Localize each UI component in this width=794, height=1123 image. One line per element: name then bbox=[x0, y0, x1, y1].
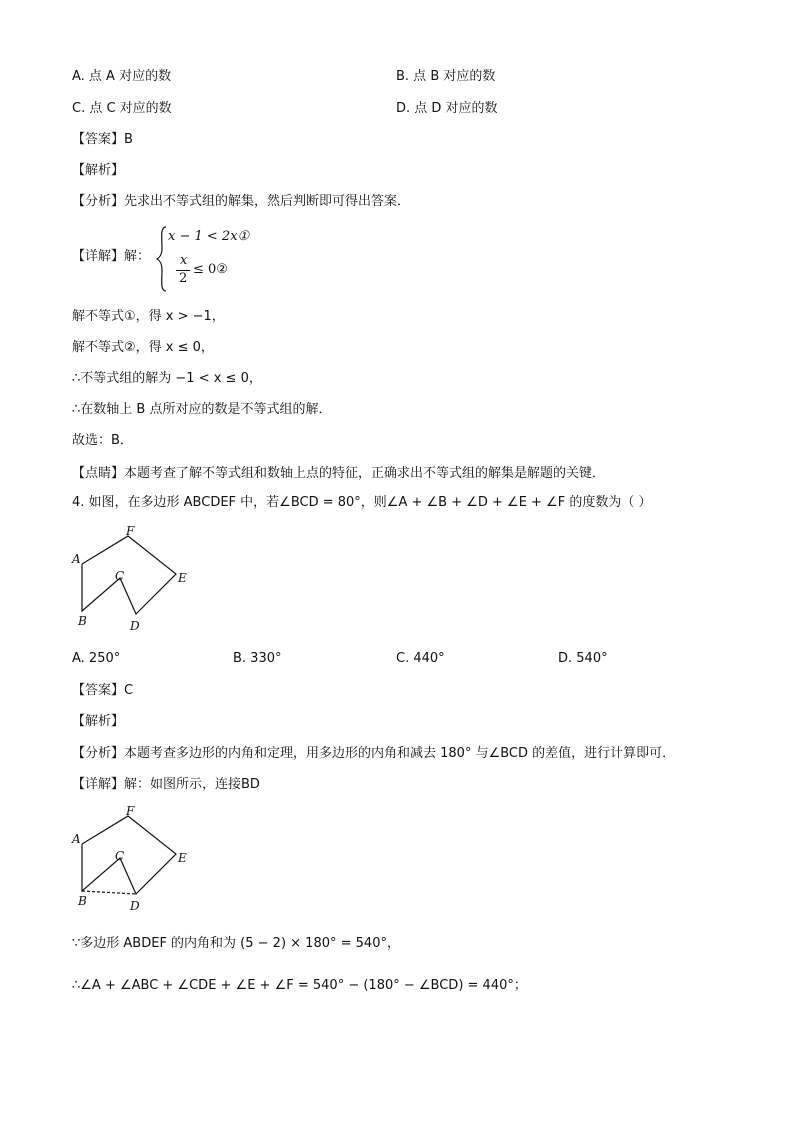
label-b-2: B bbox=[78, 894, 87, 908]
q3-choice: 故选：B． bbox=[72, 433, 133, 448]
q4-detail: 【详解】解：如图所示，连接BD bbox=[72, 777, 260, 792]
q4-option-b: B. 330° bbox=[233, 651, 282, 666]
q3-analysis-heading: 【解析】 bbox=[72, 163, 125, 178]
q4-sum-line: ∵多边形 ABDEF 的内角和为 (5 − 2) × 180° = 540°， bbox=[72, 936, 400, 951]
q3-inequality-2: ≤ 0② bbox=[193, 262, 228, 277]
q3-option-b: B. 点 B 对应的数 bbox=[396, 69, 496, 84]
q3-answer: 【答案】B bbox=[72, 132, 133, 147]
label-c: C bbox=[115, 569, 125, 583]
q3-detail-label: 【详解】解： bbox=[72, 249, 151, 264]
label-a-2: A bbox=[72, 832, 81, 846]
q3-option-c: C. 点 C 对应的数 bbox=[72, 101, 172, 116]
label-d: D bbox=[130, 619, 140, 633]
q3-step-1: 解不等式①，得 x > −1， bbox=[72, 309, 225, 324]
q4-final-line: ∴∠A + ∠ABC + ∠CDE + ∠E + ∠F = 540° − (180° − ∠BCD) = 440°； bbox=[72, 978, 527, 993]
polygon-figure bbox=[66, 522, 196, 634]
q3-step-4: ∴在数轴上 B 点所对应的数是不等式组的解． bbox=[72, 402, 332, 417]
q3-option-a: A. 点 A 对应的数 bbox=[72, 69, 172, 84]
q3-key-point: 【点睛】本题考查了解不等式组和数轴上点的特征，正确求出不等式组的解集是解题的关键． bbox=[72, 466, 606, 481]
q3-option-d: D. 点 D 对应的数 bbox=[396, 101, 498, 116]
label-e: E bbox=[178, 571, 187, 585]
label-b: B bbox=[78, 614, 87, 628]
q4-option-c: C. 440° bbox=[396, 651, 445, 666]
q3-frac-num: x bbox=[180, 253, 188, 268]
label-f-2: F bbox=[126, 804, 135, 818]
label-f: F bbox=[126, 524, 135, 538]
q4-option-a: A. 250° bbox=[72, 651, 121, 666]
q4-analysis-heading: 【解析】 bbox=[72, 714, 125, 729]
q4-option-d: D. 540° bbox=[558, 651, 608, 666]
q3-frac-den: 2 bbox=[179, 271, 188, 286]
label-e-2: E bbox=[178, 851, 187, 865]
label-a: A bbox=[72, 552, 81, 566]
q4-analysis: 【分析】本题考查多边形的内角和定理，用多边形的内角和减去 180° 与∠BCD 的差值，进行计算即可． bbox=[72, 746, 676, 761]
brace-icon bbox=[156, 226, 168, 292]
q4-stem: 4. 如图，在多边形 ABCDEF 中，若∠BCD = 80°，则∠A + ∠B + ∠D + ∠E + ∠F 的度数为（ ） bbox=[72, 495, 652, 510]
polygon-figure-with-bd bbox=[66, 802, 196, 914]
label-d-2: D bbox=[130, 899, 140, 913]
label-c-2: C bbox=[115, 849, 125, 863]
q3-step-2: 解不等式②，得 x ≤ 0， bbox=[72, 340, 214, 355]
q3-inequality-1: x − 1 < 2x① bbox=[168, 229, 250, 244]
q3-step-3: ∴不等式组的解为 −1 < x ≤ 0， bbox=[72, 371, 262, 386]
q4-answer: 【答案】C bbox=[72, 683, 134, 698]
q3-analysis: 【分析】先求出不等式组的解集，然后判断即可得出答案． bbox=[72, 194, 411, 209]
